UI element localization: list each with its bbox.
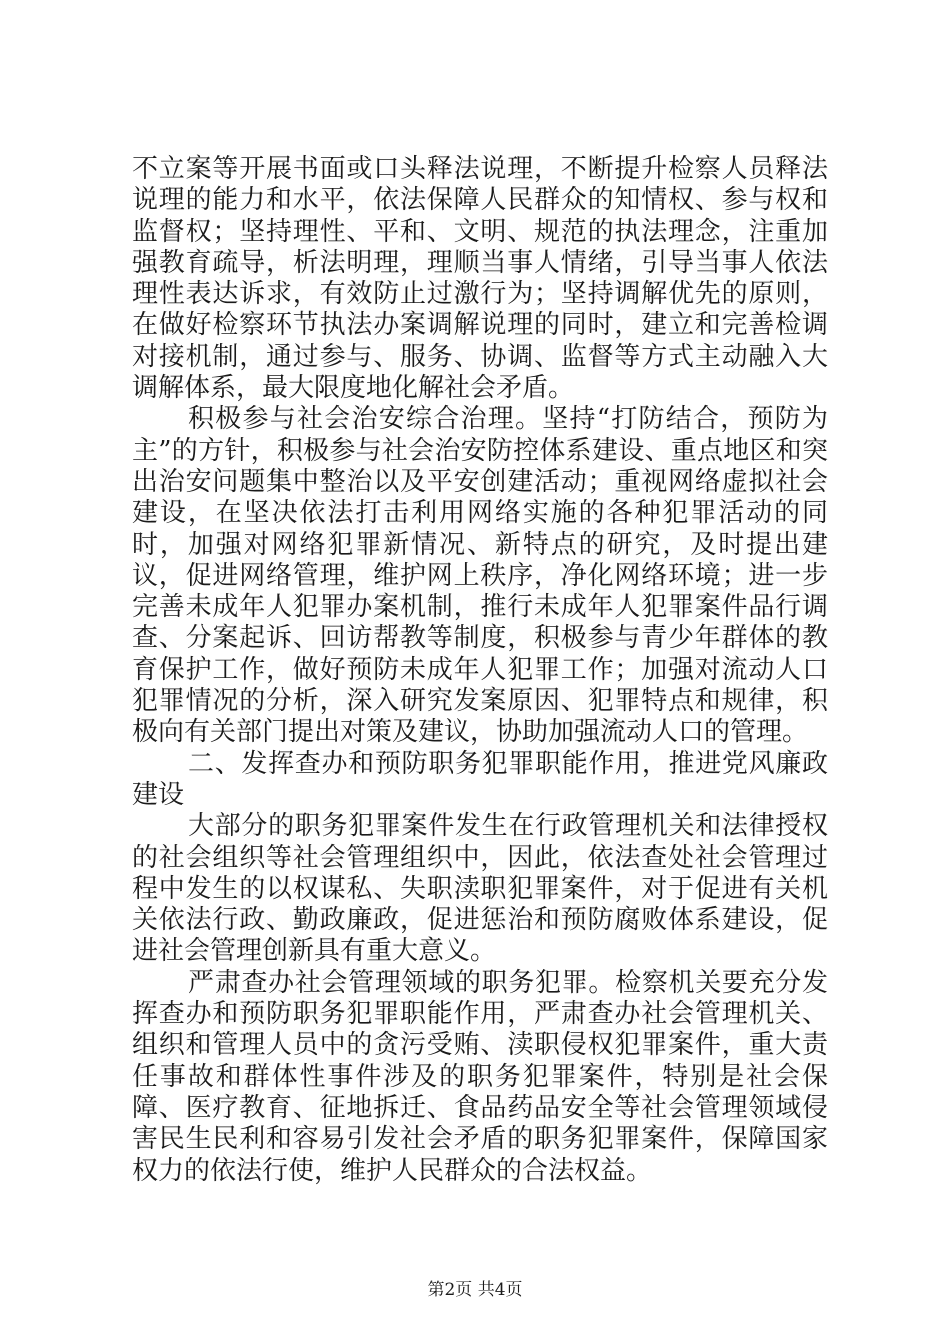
page-number-footer: 第2页 共4页 [427,1280,523,1300]
paragraph-public-security: 积极参与社会治安综合治理。坚持“打防结合，预防为主”的方针，积极参与社会治安防控体系建设、重点地区和突出治安问题集中整治以及平安创建活动；重视网络虚拟社会建设，在坚决依法打击利用网络实施的各种犯罪活动的同时，加强对网络犯罪新情况、新特点的研究，及时提出建议，促进网络管理，维护网上秩序，净化网络环境；进一步完善未成年人犯罪办案机制，推行未成年人犯罪案件品行调查、分案起诉、回访帮教等制度，积极参与青少年群体的教育保护工作，做好预防未成年人犯罪工作；加强对流动人口犯罪情况的分析，深入研究发案原因、犯罪特点和规律，积极向有关部门提出对策及建议，协助加强流动人口的管理。 [132,404,828,748]
section-heading: 二、发挥查办和预防职务犯罪职能作用，推进党风廉政建设 [132,748,828,810]
document-body [132,154,828,1187]
paragraph-continued: 不立案等开展书面或口头释法说理，不断提升检察人员释法说理的能力和水平，依法保障人民群众的知情权、参与权和监督权；坚持理性、平和、文明、规范的执法理念，注重加强教育疏导，析法明理，理顺当事人情绪，引导当事人依法理性表达诉求，有效防止过激行为；坚持调解优先的原则，在做好检察环节执法办案调解说理的同时，建立和完善检调对接机制，通过参与、服务、协调、监督等方式主动融入大调解体系，最大限度地化解社会矛盾。 [132,154,828,404]
paragraph-investigate-duty-crime: 严肃查办社会管理领域的职务犯罪。检察机关要充分发挥查办和预防职务犯罪职能作用，严肃查办社会管理机关、组织和管理人员中的贪污受贿、渎职侵权犯罪案件，重大责任事故和群体性事件涉及的职务犯罪案件，特别是社会保障、医疗教育、征地拆迁、食品药品安全等社会管理领域侵害民生民利和容易引发社会矛盾的职务犯罪案件，保障国家权力的依法行使，维护人民群众的合法权益。 [132,967,828,1186]
paragraph-duty-crime-intro: 大部分的职务犯罪案件发生在行政管理机关和法律授权的社会组织等社会管理组织中，因此，依法查处社会管理过程中发生的以权谋私、失职渎职犯罪案件，对于促进有关机关依法行政、勤政廉政，促进惩治和预防腐败体系建设，促进社会管理创新具有重大意义。 [132,811,828,967]
